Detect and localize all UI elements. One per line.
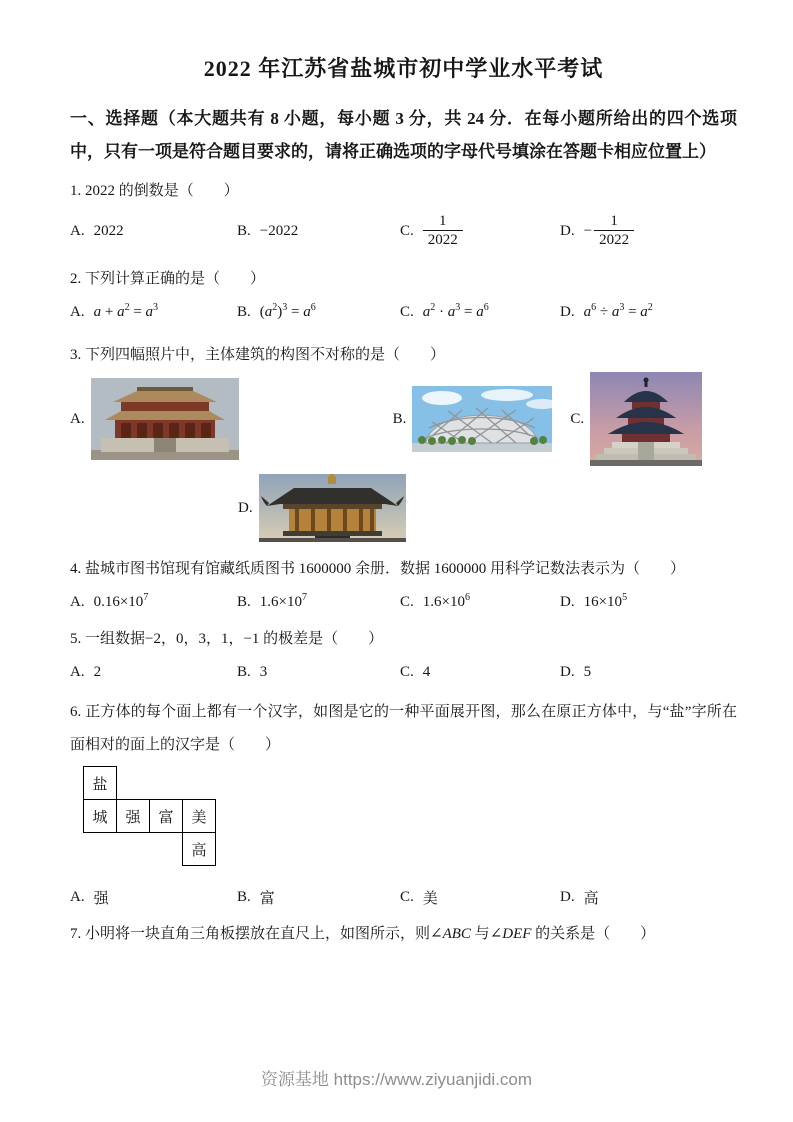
temple-of-heaven-photo — [590, 372, 702, 466]
page-title: 2022 年江苏省盐城市初中学业水平考试 — [203, 56, 604, 81]
temple-hall-photo — [259, 474, 406, 542]
ancient-palace-photo — [91, 378, 239, 460]
option-6c-value: 美 — [422, 890, 438, 907]
question-2 — [70, 268, 737, 324]
option-3d-label: D. — [238, 499, 253, 516]
option-1c-label: C. — [400, 222, 414, 239]
option-3b-label: B. — [392, 410, 407, 427]
cube-net-diagram — [83, 766, 218, 867]
fraction-1c-numerator: 1 — [439, 212, 447, 229]
footer-watermark: 资源基地 https://www.ziyuanjidi.com — [260, 1070, 533, 1089]
cube-net-cell: 美 — [182, 799, 216, 833]
option-3c-label: C. — [570, 410, 585, 427]
question-7 — [70, 923, 737, 945]
fraction-1c — [423, 213, 463, 250]
option-1c — [400, 213, 560, 250]
cube-net-cell: 强 — [116, 799, 150, 833]
question-5-text: 5. 一组数据−2，0，3，1，−1 的极差是（ ） — [70, 631, 384, 647]
question-4-options — [70, 590, 737, 614]
question-4-text: 4. 盐城市图书馆现有馆藏纸质图书 1600000 余册．数据 1600000 用科学记数法表示为（ ） — [70, 561, 686, 577]
question-3 — [70, 344, 737, 542]
question-6-text: 6. 正方体的每个面上都有一个汉字，如图是它的一种平面展开图，那么在原正方体中，与“盐”字所在面相对的面上的汉字是（ ） — [70, 704, 737, 753]
option-4d — [560, 591, 737, 611]
option-1a-value: 2022 — [93, 222, 124, 239]
option-2a-formula: $a + a^2 = a^3$ — [93, 301, 159, 320]
option-2c-formula: $a^2 \cdot a^3 = a^6$ — [422, 301, 489, 320]
option-3b — [393, 386, 553, 452]
option-5b-label: B. — [237, 663, 251, 680]
option-1d-minus-sign: − — [583, 222, 593, 239]
option-4d-label: D. — [560, 593, 575, 610]
option-4c-label: C. — [400, 593, 414, 610]
question-3-photo-row-1 — [70, 372, 737, 466]
cube-net-cell: 高 — [182, 832, 216, 866]
fraction-1d-numerator: 1 — [610, 212, 618, 229]
option-1a-label: A. — [70, 222, 85, 239]
fraction-1d — [594, 213, 634, 250]
option-5a-value: 2 — [93, 663, 102, 680]
option-5a — [70, 664, 237, 681]
birds-nest-stadium-photo — [412, 386, 552, 452]
question-1-options — [70, 206, 737, 256]
option-6a — [70, 887, 237, 908]
question-3-text: 3. 下列四幅照片中，主体建筑的构图不对称的是（ ） — [70, 347, 446, 363]
option-6b-label: B. — [237, 888, 251, 905]
option-2d-label: D. — [560, 303, 575, 320]
fraction-1d-denominator: 2022 — [594, 230, 634, 250]
option-5c-value: 4 — [422, 663, 431, 680]
option-1b-value: −2022 — [259, 222, 299, 239]
option-6d-label: D. — [560, 888, 575, 905]
question-7-text: 7. 小明将一块直角三角板摆放在直尺上，如图所示，则∠ABC 与∠DEF 的关系是（ ） — [70, 926, 656, 942]
option-4d-formula: $16\times 10^5$ — [583, 591, 628, 610]
question-6-options — [70, 885, 737, 909]
option-2a-label: A. — [70, 303, 85, 320]
option-4c-formula: $1.6\times 10^6$ — [422, 591, 470, 610]
option-1d-label: D. — [560, 222, 575, 239]
option-6b-value: 富 — [259, 890, 275, 907]
option-2d — [560, 301, 737, 321]
option-3a — [70, 378, 239, 460]
option-5c — [400, 664, 560, 681]
section-heading: 一、选择题（本大题共有 8 小题，每小题 3 分，共 24 分．在每小题所给出的四个选项中，只有一项是符合题目要求的，请将正确选项的字母代号填涂在答题卡相应位置上） — [70, 109, 737, 161]
option-5d — [560, 664, 737, 681]
question-1-text: 1. 2022 的倒数是（ ） — [70, 183, 239, 199]
option-4b-formula: $1.6\times 10^7$ — [259, 591, 307, 610]
question-6 — [70, 696, 737, 909]
cube-net-cell: 富 — [149, 799, 183, 833]
option-1b-label: B. — [237, 222, 251, 239]
option-5d-label: D. — [560, 663, 575, 680]
option-4a-label: A. — [70, 593, 85, 610]
fraction-1c-denominator: 2022 — [423, 230, 463, 250]
option-4a-formula: $0.16\times 10^7$ — [93, 591, 149, 610]
option-1b — [237, 223, 400, 240]
option-6c-label: C. — [400, 888, 414, 905]
option-5d-value: 5 — [583, 663, 592, 680]
option-2c — [400, 301, 560, 321]
option-4a — [70, 591, 237, 611]
option-3c — [570, 372, 702, 466]
cube-net-cell: 城 — [83, 799, 117, 833]
option-5a-label: A. — [70, 663, 85, 680]
option-1a — [70, 223, 237, 240]
option-2b-formula: $(a^2)^3 = a^6$ — [259, 301, 316, 320]
question-3-photo-row-2 — [238, 474, 737, 542]
option-4b — [237, 591, 400, 611]
option-2c-label: C. — [400, 303, 414, 320]
question-2-options — [70, 300, 737, 324]
question-5-options — [70, 660, 737, 684]
option-5b — [237, 664, 400, 681]
question-2-text: 2. 下列计算正确的是（ ） — [70, 271, 266, 287]
question-1 — [70, 180, 737, 256]
option-2d-formula: $a^6 \div a^3 = a^2$ — [583, 301, 653, 320]
option-6d — [560, 887, 737, 908]
question-5 — [70, 628, 737, 684]
option-6a-value: 强 — [93, 890, 109, 907]
option-2b-label: B. — [237, 303, 251, 320]
option-6b — [237, 887, 400, 908]
question-4 — [70, 558, 737, 614]
option-6a-label: A. — [70, 888, 85, 905]
option-5c-label: C. — [400, 663, 414, 680]
option-6d-value: 高 — [583, 890, 599, 907]
option-6c — [400, 887, 560, 908]
option-3a-label: A. — [70, 410, 85, 427]
option-5b-value: 3 — [259, 663, 268, 680]
option-3d — [238, 474, 406, 542]
option-4b-label: B. — [237, 593, 251, 610]
cube-net-cell: 盐 — [83, 766, 117, 800]
option-2b — [237, 301, 400, 321]
option-1d — [560, 213, 737, 250]
option-2a — [70, 301, 237, 321]
option-4c — [400, 591, 560, 611]
